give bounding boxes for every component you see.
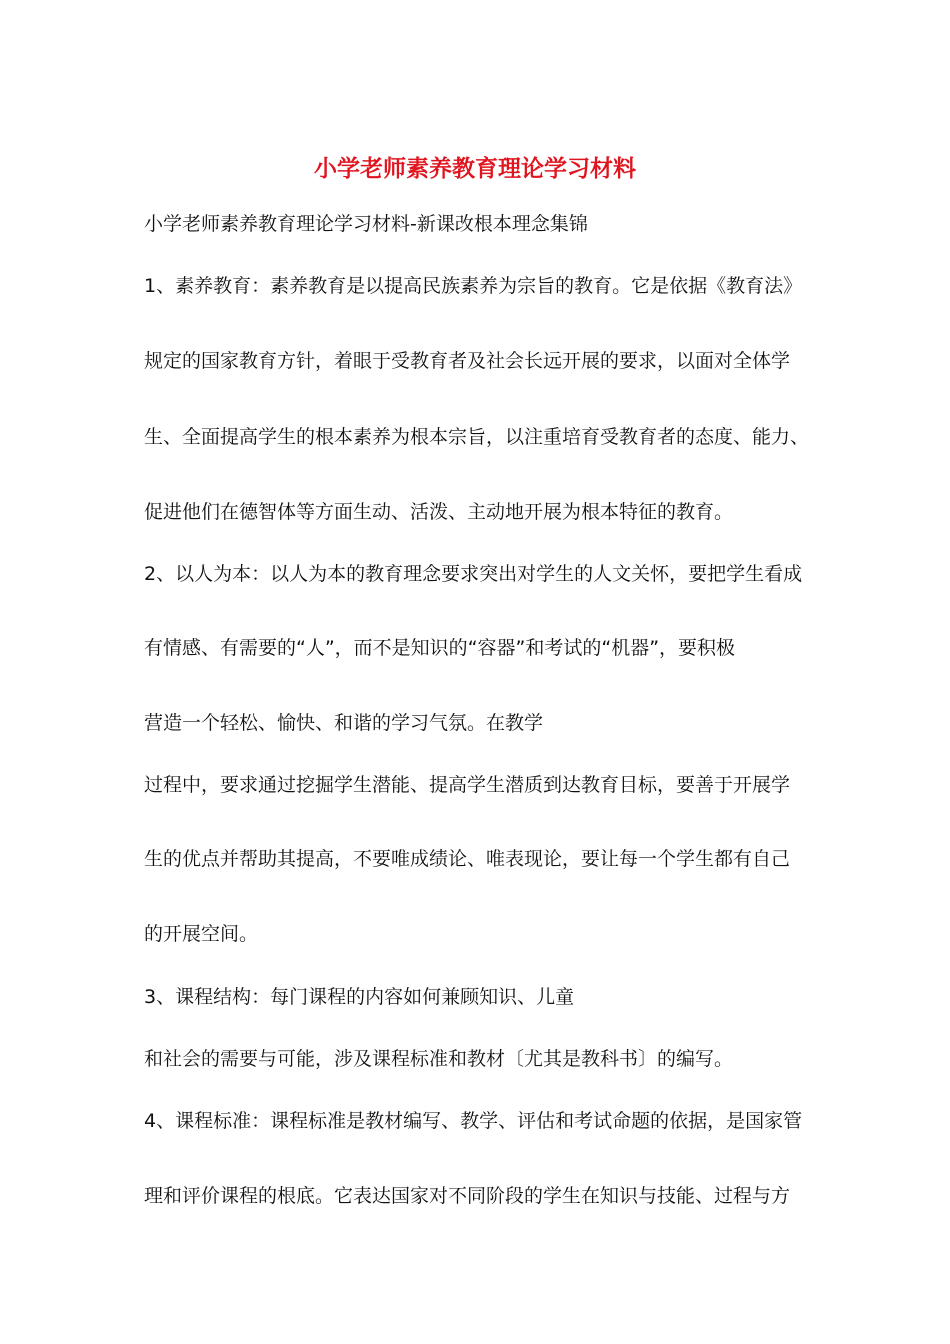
paragraph-line: 生的优点并帮助其提高，不要唯成绩论、唯表现论，要让每一个学生都有自己 xyxy=(144,848,791,870)
paragraph-line: 过程中，要求通过挖掘学生潜能、提高学生潜质到达教育目标，要善于开展学 xyxy=(144,774,791,796)
paragraph-line: 营造一个轻松、愉快、和谐的学习气氛。在教学 xyxy=(144,712,544,734)
paragraph-line: 和社会的需要与可能，涉及课程标准和教材〔尤其是教科书〕的编写。 xyxy=(144,1048,734,1070)
paragraph-line: 规定的国家教育方针，着眼于受教育者及社会长远开展的要求，以面对全体学 xyxy=(144,350,791,372)
paragraph-line: 1、素养教育：素养教育是以提高民族素养为宗旨的教育。它是依据《教育法》 xyxy=(144,275,803,297)
paragraph-line: 促进他们在德智体等方面生动、活泼、主动地开展为根本特征的教育。 xyxy=(144,501,734,523)
paragraph-line: 4、课程标准：课程标准是教材编写、教学、评估和考试命题的依据，是国家管 xyxy=(144,1110,803,1132)
subtitle-line: 小学老师素养教育理论学习材料-新课改根本理念集锦 xyxy=(144,213,588,235)
paragraph-line: 有情感、有需要的“人”，而不是知识的“容器”和考试的“机器”，要积极 xyxy=(144,637,736,659)
paragraph-line: 理和评价课程的根底。它表达国家对不同阶段的学生在知识与技能、过程与方 xyxy=(144,1185,791,1207)
paragraph-line: 2、以人为本：以人为本的教育理念要求突出对学生的人文关怀，要把学生看成 xyxy=(144,563,803,585)
document-title: 小学老师素养教育理论学习材料 xyxy=(314,155,636,182)
paragraph-line: 生、全面提高学生的根本素养为根本宗旨，以注重培育受教育者的态度、能力、 xyxy=(144,426,810,448)
paragraph-line: 的开展空间。 xyxy=(144,923,259,945)
paragraph-line: 3、课程结构：每门课程的内容如何兼顾知识、儿童 xyxy=(144,986,575,1008)
